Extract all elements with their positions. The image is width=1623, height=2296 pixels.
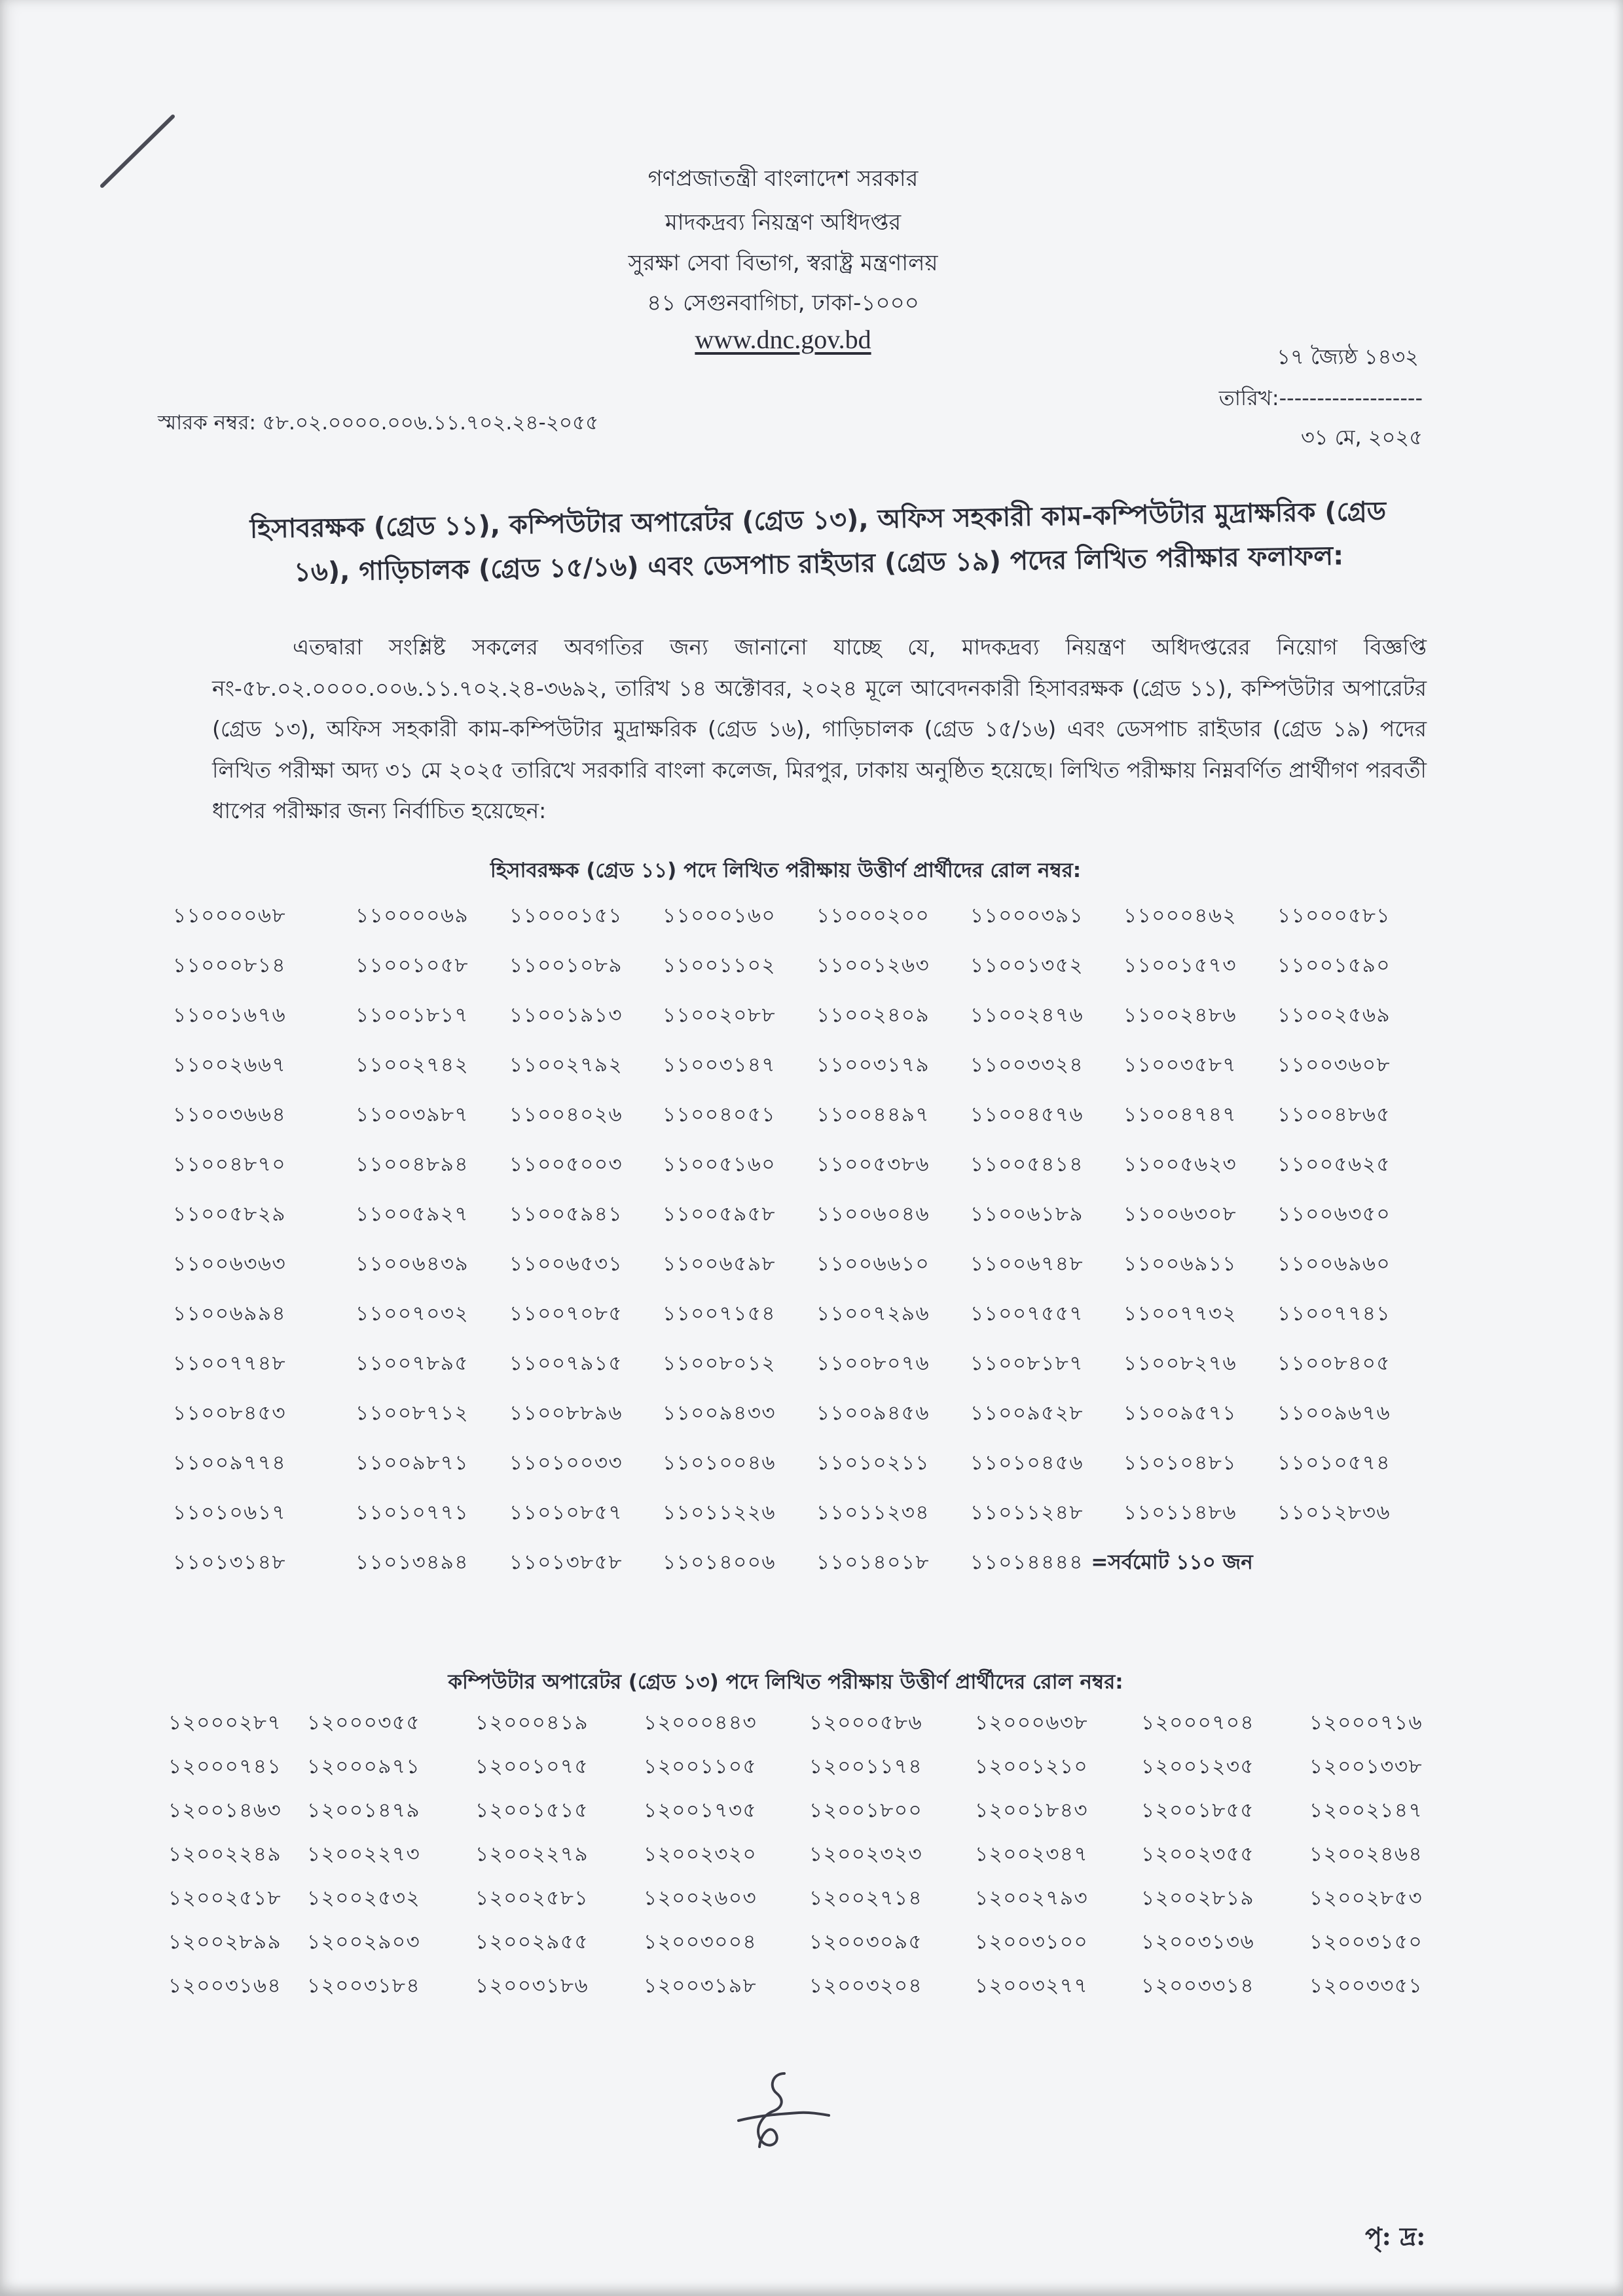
roll-number: ১১০০৭৯১৫: [509, 1352, 623, 1375]
roll-number: ১১০০৩১৪৭: [663, 1053, 776, 1077]
roll-number: ১২০০২৩৫৫: [1141, 1842, 1255, 1866]
roll-number: ১২০০১৪৬৩: [168, 1798, 282, 1822]
roll-number: ১২০০০৭১৬: [1309, 1710, 1423, 1734]
roll-number: ১১০১৩৮৫৮: [509, 1551, 623, 1574]
roll-number: ১১০০৪৮৬৫: [1277, 1103, 1391, 1126]
roll-number: ১১০০৫৬২৩: [1123, 1153, 1237, 1176]
roll-number: ১১০০৭৭৩২: [1123, 1302, 1237, 1325]
roll-number: ১১০০৩৬০৮: [1277, 1053, 1391, 1077]
accountant-heading: হিসাবরক্ষক (গ্রেড ১১) পদে লিখিত পরীক্ষায় উত্তীর্ণ প্রার্থীদের রোল নম্বর:: [490, 859, 1082, 882]
roll-number: ১২০০২৭৯৩: [975, 1886, 1089, 1910]
roll-number: ১১০১৩১৪৮: [173, 1551, 287, 1574]
roll-number: ১১০০৮৪৫৩: [173, 1401, 287, 1425]
roll-number: ১১০০৬৩৫০: [1277, 1202, 1391, 1226]
roll-number: ১১০০১৩৫২: [970, 954, 1084, 977]
roll-number: ১১০০৯৫২৮: [970, 1401, 1084, 1425]
roll-number: ১১০০১০৮৯: [509, 954, 623, 977]
roll-number: ১১০০৩৩২৪: [970, 1053, 1084, 1077]
roll-number: ১১০১০৫৭৪: [1277, 1451, 1391, 1475]
roll-number: ১১০০৮৮৯৬: [509, 1401, 623, 1425]
roll-number: ১২০০০৪৪৩: [644, 1710, 757, 1734]
roll-number: ১১০০২৪৭৬: [970, 1003, 1084, 1027]
roll-number: ১২০০১২১০: [975, 1754, 1089, 1778]
roll-number: ১১০০৩৬৬৪: [173, 1103, 287, 1126]
computer-operator-heading: কম্পিউটার অপারেটর (গ্রেড ১৩) পদে লিখিত পরীক্ষায় উত্তীর্ণ প্রার্থীদের রোল নম্বর:: [448, 1670, 1123, 1694]
roll-number: ১১০০৮৭১২: [356, 1401, 469, 1425]
roll-number: ১২০০৩১৫০: [1309, 1929, 1423, 1954]
roll-number: ১১০০০৫৮১: [1277, 904, 1391, 927]
roll-number: ১২০০১৭৩৫: [644, 1798, 757, 1822]
roll-number: ১১০০১২৬৩: [816, 954, 930, 977]
roll-number: ১২০০৩৩১৪: [1141, 1973, 1255, 1998]
roll-number: ১২০০০৯৭১: [307, 1754, 421, 1778]
roll-number: ১১০১৪০০৬: [663, 1551, 776, 1574]
roll-number: ১১০০১০৫৮: [356, 954, 469, 977]
roll-number: ১১০০৭৮৯৫: [356, 1352, 469, 1375]
roll-number: ১১০০১৮১৭: [356, 1003, 469, 1027]
roll-number: ১১০০৭৭৪১: [1277, 1302, 1391, 1325]
signature: [733, 2068, 831, 2153]
header-ministry: সুরক্ষা সেবা বিভাগ, স্বরাষ্ট্র মন্ত্রণালয়: [628, 250, 938, 276]
roll-number: ১২০০১৮৫৫: [1141, 1798, 1255, 1822]
roll-number: ১২০০৩২০৪: [809, 1973, 923, 1998]
roll-number: ১২০০০৪১৯: [475, 1710, 589, 1734]
roll-number: ১২০০৩১৮৪: [307, 1973, 421, 1998]
roll-number: ১১০০৮০৭৬: [816, 1352, 930, 1375]
roll-number: ১১০০৭২৯৬: [816, 1302, 930, 1325]
roll-number: ১১০০০২০০: [816, 904, 930, 927]
total-candidates-note: =সর্বমোট ১১০ জন: [1091, 1551, 1253, 1574]
roll-number: ১১০০২৫৬৯: [1277, 1003, 1391, 1027]
roll-number: ১২০০৩১৩৬: [1141, 1929, 1255, 1954]
roll-number: ১২০০০৩৫৫: [307, 1710, 421, 1734]
roll-number: ১১০১২৮৩৬: [1277, 1501, 1391, 1524]
roll-number: ১১০০৫০০৩: [509, 1153, 623, 1176]
roll-number: ১১০১০০৩৩: [509, 1451, 623, 1475]
roll-number: ১১০০৫৬২৫: [1277, 1153, 1391, 1176]
roll-number: ১২০০১০৭৫: [475, 1754, 589, 1778]
roll-number: ১১০০৪৮৯৪: [356, 1153, 469, 1176]
roll-number: ১১০০১৬৭৬: [173, 1003, 287, 1027]
roll-number: ১২০০২৫৮১: [475, 1886, 589, 1910]
date-label: তারিখ:-------------------: [1218, 386, 1423, 410]
roll-number: ১১০০৭০৩২: [356, 1302, 469, 1325]
roll-number: ১১০০৬৫৩১: [509, 1252, 623, 1276]
roll-number: ১২০০৩১৮৬: [475, 1973, 589, 1998]
roll-number: ১২০০০২৮৭: [168, 1710, 282, 1734]
roll-number: ১২০০১৩৩৮: [1309, 1754, 1423, 1778]
roll-number: ১১০০৬১৮৯: [970, 1202, 1084, 1226]
roll-number: ১২০০৩০০৪: [644, 1929, 757, 1954]
roll-number: ১১০১৩৪৯৪: [356, 1551, 469, 1574]
roll-number: ১২০০২২৭৯: [475, 1842, 589, 1866]
roll-number: ১২০০১৫১৫: [475, 1798, 589, 1822]
roll-number: ১২০০০৭০৪: [1141, 1710, 1255, 1734]
roll-number: ১১০০৫১৬০: [663, 1153, 776, 1176]
roll-number: ১১০০৫৯৪১: [509, 1202, 623, 1226]
roll-number: ১২০০৩১৬৪: [168, 1973, 282, 1998]
roll-number: ১২০০২৩৪৭: [975, 1842, 1089, 1866]
roll-number: ১২০০৩০৯৫: [809, 1929, 923, 1954]
roll-number: ১১০১১২৩৪: [816, 1501, 930, 1524]
roll-number: ১১০০১৫৭৩: [1123, 954, 1237, 977]
memo-number: স্মারক নম্বর: ৫৮.০২.০০০০.০০৬.১১.৭০২.২৪-২০৫৫: [158, 411, 599, 435]
roll-number: ১২০০২৪৬৪: [1309, 1842, 1423, 1866]
roll-number: ১১০০২৪৮৬: [1123, 1003, 1237, 1027]
roll-number: ১২০০২৭১৪: [809, 1886, 923, 1910]
roll-number: ১১০০১৯১৩: [509, 1003, 623, 1027]
roll-number: ১১০০৫৩৮৬: [816, 1153, 930, 1176]
pen-mark: [98, 111, 177, 190]
roll-number: ১১০০৬৫৯৮: [663, 1252, 776, 1276]
roll-number: ১১০১০৪৫৬: [970, 1451, 1084, 1475]
header-government: গণপ্রজাতন্ত্রী বাংলাদেশ সরকার: [647, 166, 919, 192]
roll-number: ১১০০০১৬০: [663, 904, 776, 927]
roll-number: [970, 1547, 1428, 1581]
date-gregorian: ৩১ মে, ২০২৫: [1300, 425, 1423, 450]
notice-body: এতদ্বারা সংশ্লিষ্ট সকলের অবগতির জন্য জানানো যাচ্ছে যে, মাদকদ্রব্য নিয়ন্ত্রণ অধিদপ্তরের নিয়োগ বিজ্ঞপ্তি নং-৫৮.০২.০০০০.০০৬.১১.৭০২.২৪-৩৬৯২, তারিখ ১৪ অক্টোবর, ২০২৪ মূলে আবেদনকারী হিসাবরক্ষক (গ্রেড ১১), কম্পিউটার অপারেটর (গ্রেড ১৩), অফিস সহকারী কাম-কম্পিউটার মুদ্রাক্ষরিক (গ্রেড ১৬), গাড়িচালক (গ্রেড ১৫/১৬) এবং ডেসপাচ রাইডার (গ্রেড ১৯) পদের লিখিত পরীক্ষা অদ্য ৩১ মে ২০২৫ তারিখে সরকারি বাংলা কলেজ, মিরপুর, ঢাকায় অনুষ্ঠিত হয়েছে। লিখিত পরীক্ষায় নিম্নবর্ণিত প্রার্থীগণ পরবর্তী ধাপের পরীক্ষার জন্য নির্বাচিত হয়েছেন:: [212, 634, 1427, 823]
roll-number: ১১০০৫৮২৯: [173, 1202, 287, 1226]
roll-number: ১২০০২৩২৩: [809, 1842, 923, 1866]
roll-number: ১১০০৬৬১০: [816, 1252, 930, 1276]
roll-number: ১২০০৩১৯৮: [644, 1973, 757, 1998]
roll-number: ১১০১৪০১৮: [816, 1551, 930, 1574]
roll-number: ১১০০২৪০৯: [816, 1003, 930, 1027]
roll-number: ১১০১১২৪৮: [970, 1501, 1084, 1524]
roll-number: ১২০০২৮৯৯: [168, 1929, 282, 1954]
roll-number: ১১০০৬০৪৬: [816, 1202, 930, 1226]
roll-number: ১১০০৯৪৫৬: [816, 1401, 930, 1425]
roll-number: ১১০০২৬৬৭: [173, 1053, 287, 1077]
roll-number-value: ১১০১৪৪৪৪: [970, 1551, 1084, 1574]
roll-number: ১১০০৮০১২: [663, 1352, 776, 1375]
roll-number: ১২০০২১৪৭: [1309, 1798, 1423, 1822]
roll-number: ১১০০৬৩০৮: [1123, 1202, 1237, 1226]
roll-number: ১১০০৮২৭৬: [1123, 1352, 1237, 1375]
accountant-roll-table: [173, 892, 1428, 1588]
roll-number: ১১০১১২২৬: [663, 1501, 776, 1524]
roll-number: ১১০০২৭৪২: [356, 1053, 469, 1077]
header-address: ৪১ সেগুনবাগিচা, ঢাকা-১০০০: [647, 290, 919, 316]
header-department: মাদকদ্রব্য নিয়ন্ত্রণ অধিদপ্তর: [665, 209, 902, 236]
roll-number: ১২০০১১০৫: [644, 1754, 757, 1778]
roll-number: ১১০১০৪৮১: [1123, 1451, 1237, 1475]
roll-number: ১২০০২৯০৩: [307, 1929, 421, 1954]
roll-number: ১১০০৩৯৮৭: [356, 1103, 469, 1126]
roll-number: ১২০০১৪৭৯: [307, 1798, 421, 1822]
roll-number: ১১০০০৩৯১: [970, 904, 1084, 927]
roll-number: ১১০০১১০২: [663, 954, 776, 977]
date-bangla: ১৭ জ্যৈষ্ঠ ১৪৩২: [1277, 344, 1419, 369]
roll-number: ১১০০৮১৮৭: [970, 1352, 1084, 1375]
roll-number: ১১০০৯৬৭৬: [1277, 1401, 1391, 1425]
roll-number: ১১০০৬৪৩৯: [356, 1252, 469, 1276]
roll-number: ১১০০৯৫৭১: [1123, 1401, 1237, 1425]
roll-number: ১১০০৬৯৯৪: [173, 1302, 287, 1325]
roll-number: ১১০০২০৮৮: [663, 1003, 776, 1027]
roll-number: ১১০০২৭৯২: [509, 1053, 623, 1077]
roll-number: ১১০১০৭৭১: [356, 1501, 469, 1524]
header-website[interactable]: www.dnc.gov.bd: [695, 325, 871, 354]
roll-number: ১২০০১৮০০: [809, 1798, 923, 1822]
roll-number: ১২০০১২৩৫: [1141, 1754, 1255, 1778]
roll-number: ১২০০২৫৩২: [307, 1886, 421, 1910]
page-continued-note: পৃ: দ্র:: [1365, 2221, 1426, 2251]
roll-number: ১১০০৩১৭৯: [816, 1053, 930, 1077]
roll-number: ১২০০৩৩৫১: [1309, 1973, 1423, 1998]
roll-number: ১১০০০১৫১: [509, 904, 623, 927]
roll-number: ১১০০৭৭৪৮: [173, 1352, 287, 1375]
roll-number: ১১০০৪৭৪৭: [1123, 1103, 1237, 1126]
roll-number: ১১০০৬৯৬০: [1277, 1252, 1391, 1276]
roll-number: ১১০০৮৪০৫: [1277, 1352, 1391, 1375]
roll-number: ১১০০৪৫৭৬: [970, 1103, 1084, 1126]
roll-number: ১১০০৯৪৩৩: [663, 1401, 776, 1425]
roll-number: ১২০০১১৭৪: [809, 1754, 923, 1778]
computer-operator-roll-table: [168, 1702, 1460, 2009]
roll-number: ১১০০৪৪৯৭: [816, 1103, 930, 1126]
roll-number: ১১০০৭১৫৪: [663, 1302, 776, 1325]
roll-number: ১২০০২৬০৩: [644, 1886, 757, 1910]
roll-number: ১২০০৩১০০: [975, 1929, 1089, 1954]
roll-number: ১১০০৩৫৮৭: [1123, 1053, 1237, 1077]
roll-number: ১১০০০০৬৮: [173, 904, 287, 927]
roll-number: ১১০১০৮৫৭: [509, 1501, 623, 1524]
roll-number: ১১০০০০৬৯: [356, 904, 469, 927]
roll-number: ১১০১১৪৮৬: [1123, 1501, 1237, 1524]
roll-number: ১১০০৯৮৭১: [356, 1451, 469, 1475]
roll-number: ১১০০৬৭৪৮: [970, 1252, 1084, 1276]
roll-number: ১১০০৪০২৬: [509, 1103, 623, 1126]
roll-number: ১১০০৫৯৫৮: [663, 1202, 776, 1226]
roll-number: ১১০০৪৮৭০: [173, 1153, 287, 1176]
roll-number: ১২০০০৬৩৮: [975, 1710, 1089, 1734]
page-title: হিসাবরক্ষক (গ্রেড ১১), কম্পিউটার অপারেটর (গ্রেড ১৩), অফিস সহকারী কাম-কম্পিউটার মুদ্রাক্ষরিক (গ্রেড ১৬), গাড়িচালক (গ্রেড ১৫/১৬) এবং ডেসপাচ রাইডার (গ্রেড ১৯) পদের লিখিত পরীক্ষার ফলাফল:: [249, 496, 1387, 588]
roll-number: ১১০০৪০৫১: [663, 1103, 776, 1126]
roll-number: ১১০০৭৫৫৭: [970, 1302, 1084, 1325]
roll-number: ১১০১০০৪৬: [663, 1451, 776, 1475]
roll-number: ১১০১০৬১৭: [173, 1501, 287, 1524]
roll-number: ১২০০২৯৫৫: [475, 1929, 589, 1954]
roll-number: ১২০০৩২৭৭: [975, 1973, 1089, 1998]
roll-number: ১২০০২৫১৮: [168, 1886, 282, 1910]
roll-number: ১১০০১৫৯০: [1277, 954, 1391, 977]
roll-number: ১১০০৫৪১৪: [970, 1153, 1084, 1176]
roll-number: ১১০০৬৯১১: [1123, 1252, 1237, 1276]
roll-number: ১২০০২৩২০: [644, 1842, 757, 1866]
roll-number: ১১০১০২১১: [816, 1451, 930, 1475]
roll-number: ১২০০২২৭৩: [307, 1842, 421, 1866]
roll-number: ১১০০৬৩৬৩: [173, 1252, 287, 1276]
roll-number: ১১০০৫৯২৭: [356, 1202, 469, 1226]
roll-number: ১২০০০৫৮৬: [809, 1710, 923, 1734]
roll-number: ১২০০২২৪৯: [168, 1842, 282, 1866]
roll-number: ১২০০২৮৫৩: [1309, 1886, 1423, 1910]
roll-number: ১১০০০৪৬২: [1123, 904, 1237, 927]
roll-number: ১২০০১৮৪৩: [975, 1798, 1089, 1822]
roll-number: ১২০০০৭৪১: [168, 1754, 282, 1778]
roll-number: ১১০০৯৭৭৪: [173, 1451, 287, 1475]
roll-number: ১২০০২৮১৯: [1141, 1886, 1255, 1910]
roll-number: ১১০০৭০৮৫: [509, 1302, 623, 1325]
roll-number: ১১০০০৮১৪: [173, 954, 287, 977]
